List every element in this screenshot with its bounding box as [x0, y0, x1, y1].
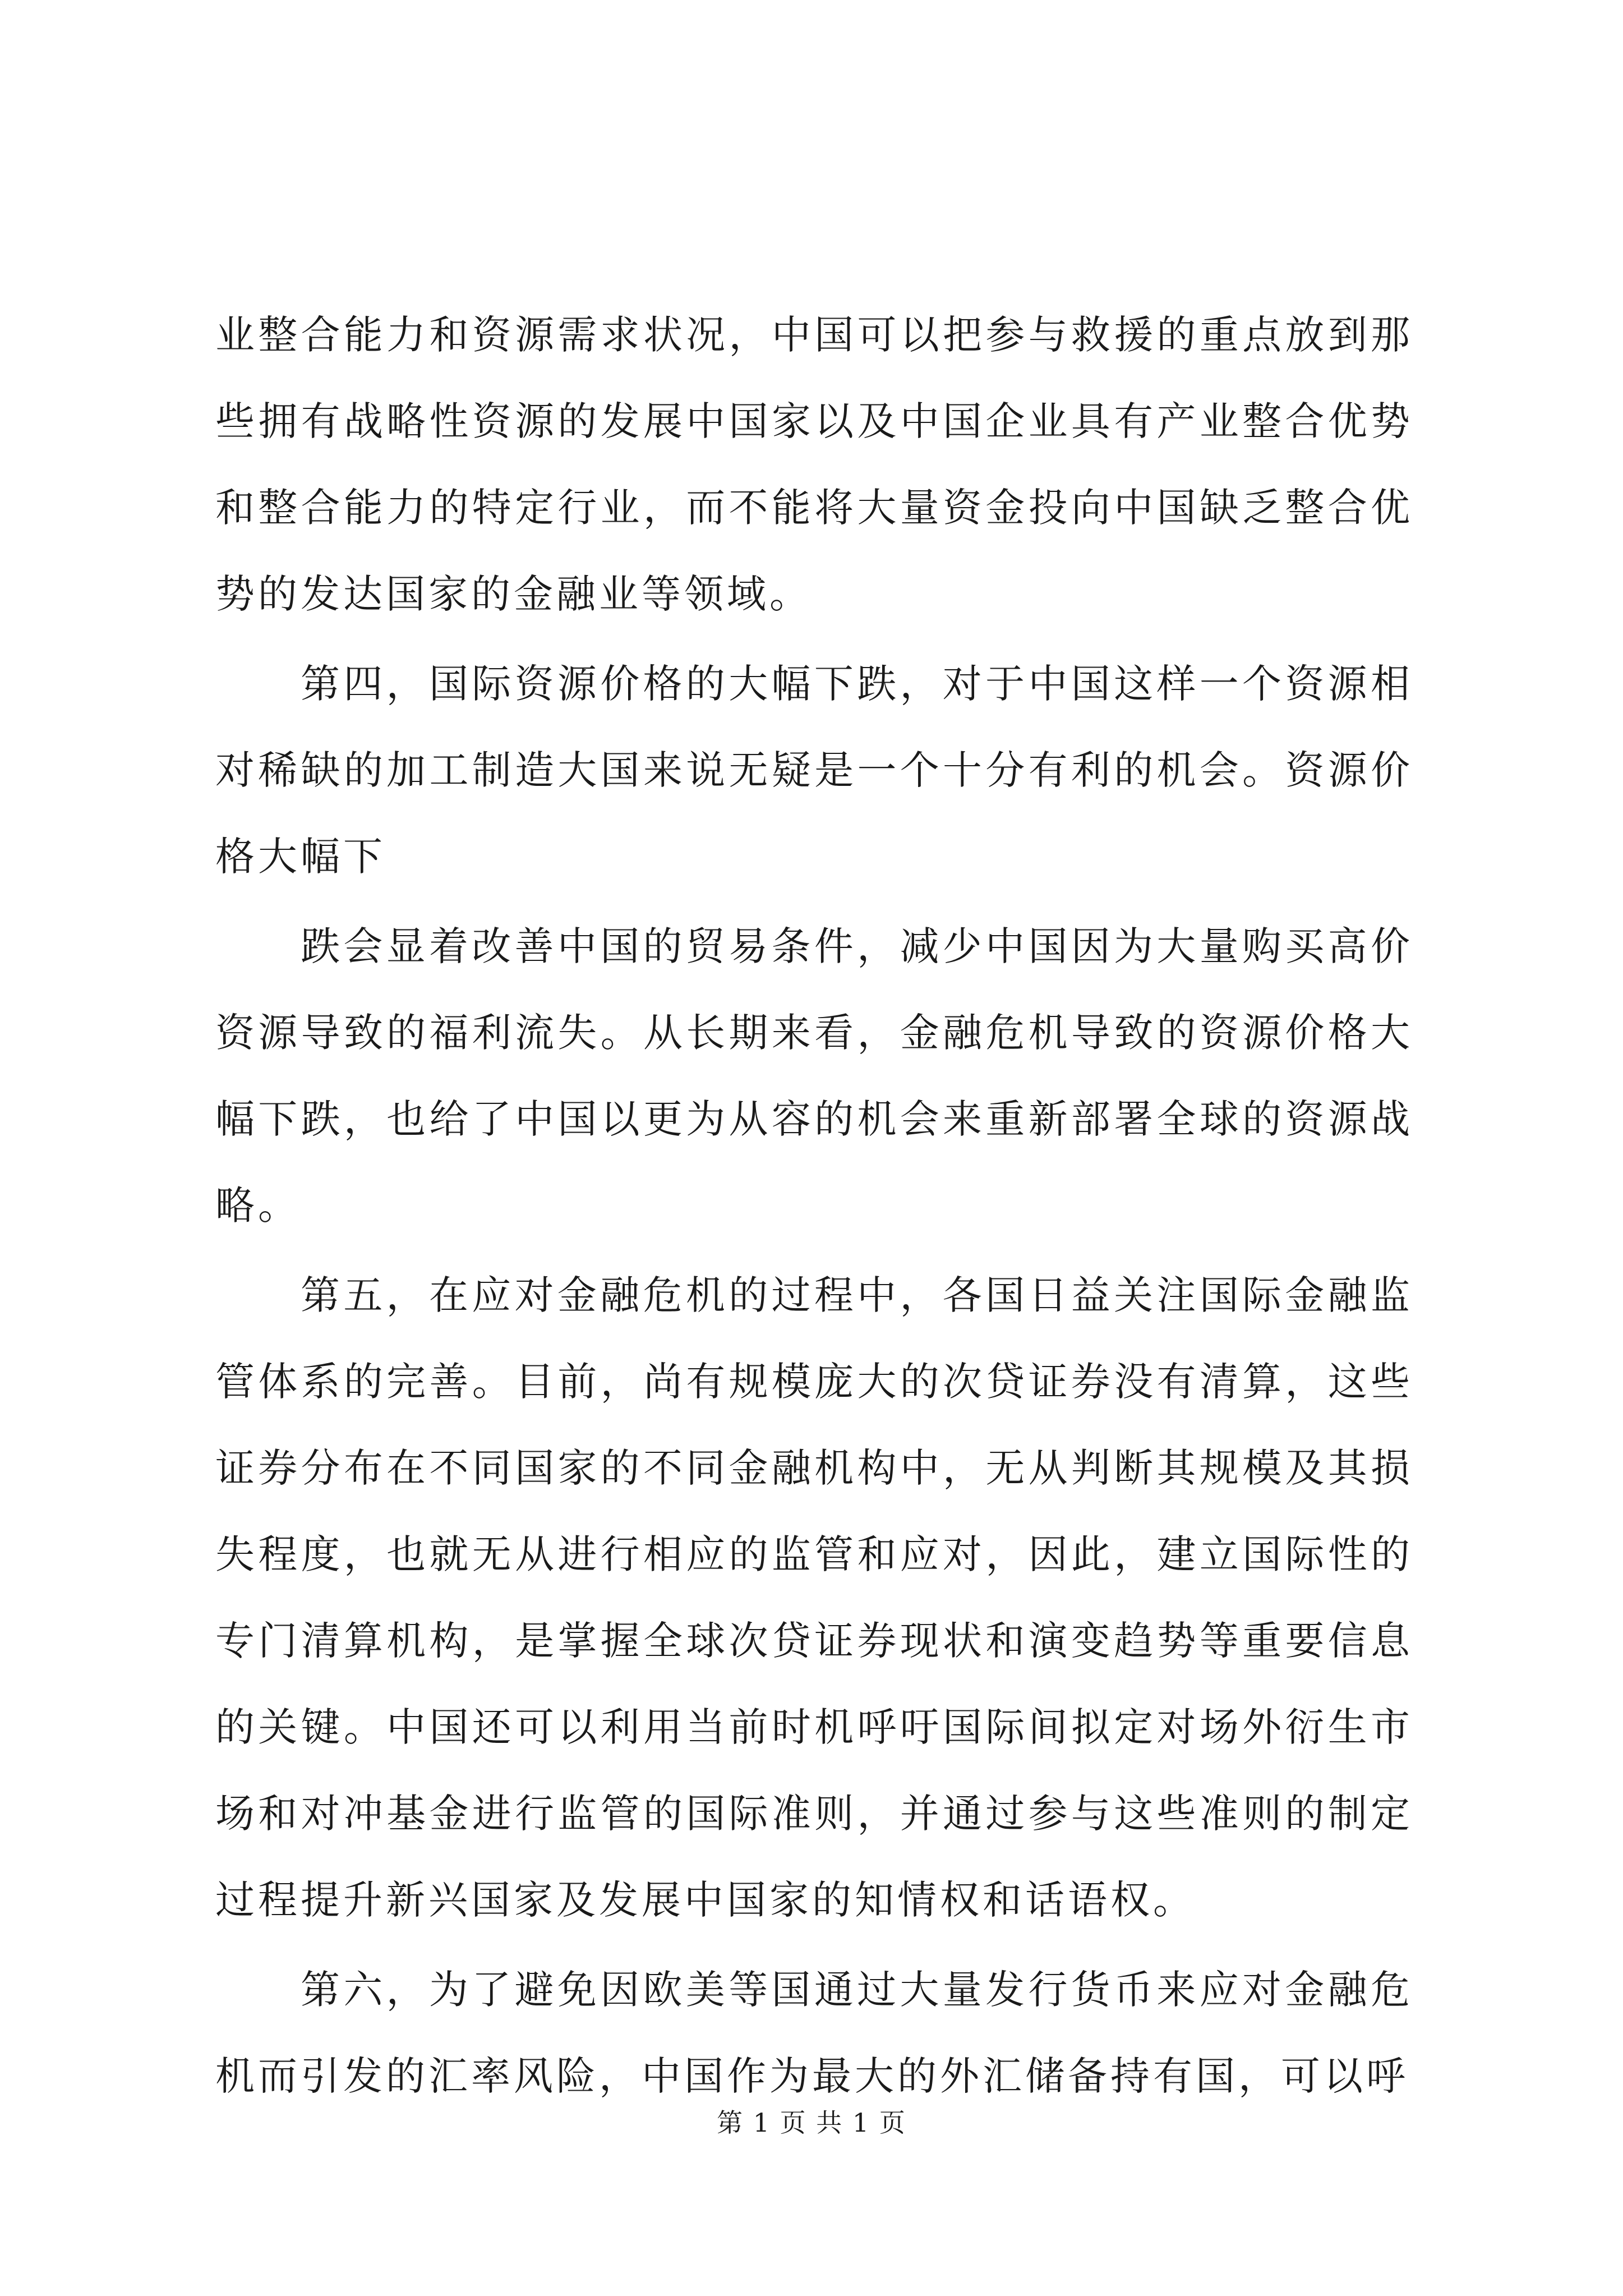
paragraph: 跌会显着改善中国的贸易条件，减少中国因为大量购买高价资源导致的福利流失。从长期来看，金融危机导致的资源价格大幅下跌，也给了中国以更为从容的机会来重新部署全球的资源战略。	[215, 923, 1413, 1228]
paragraph: 第六，为了避免因欧美等国通过大量发行货币来应对金融危机而引发的汇率风险，中国作为最大的外汇储备持有国，可以呼	[215, 1967, 1413, 2099]
page-footer: 第 1 页 共 1 页	[717, 2108, 906, 2138]
paragraph: 第五，在应对金融危机的过程中，各国日益关注国际金融监管体系的完善。目前，尚有规模庞大的次贷证券没有清算，这些证券分布在不同国家的不同金融机构中，无从判断其规模及其损失程度，也就无从进行相应的监管和应对，因此，建立国际性的专门清算机构，是掌握全球次贷证券现状和演变趋势等重要信息的关键。中国还可以利用当前时机呼吁国际间拟定对场外衍生市场和对冲基金进行监管的国际准则，并通过参与这些准则的制定过程提升新兴国家及发展中国家的知情权和话语权。	[215, 1272, 1413, 1923]
paragraph: 第四，国际资源价格的大幅下跌，对于中国这样一个资源相对稀缺的加工制造大国来说无疑是一个十分有利的机会。资源价格大幅下	[215, 661, 1413, 880]
document-body	[215, 292, 1413, 2123]
paragraph: 业整合能力和资源需求状况，中国可以把参与救援的重点放到那些拥有战略性资源的发展中国家以及中国企业具有产业整合优势和整合能力的特定行业，而不能将大量资金投向中国缺乏整合优势的发达国家的金融业等领域。	[215, 312, 1413, 617]
